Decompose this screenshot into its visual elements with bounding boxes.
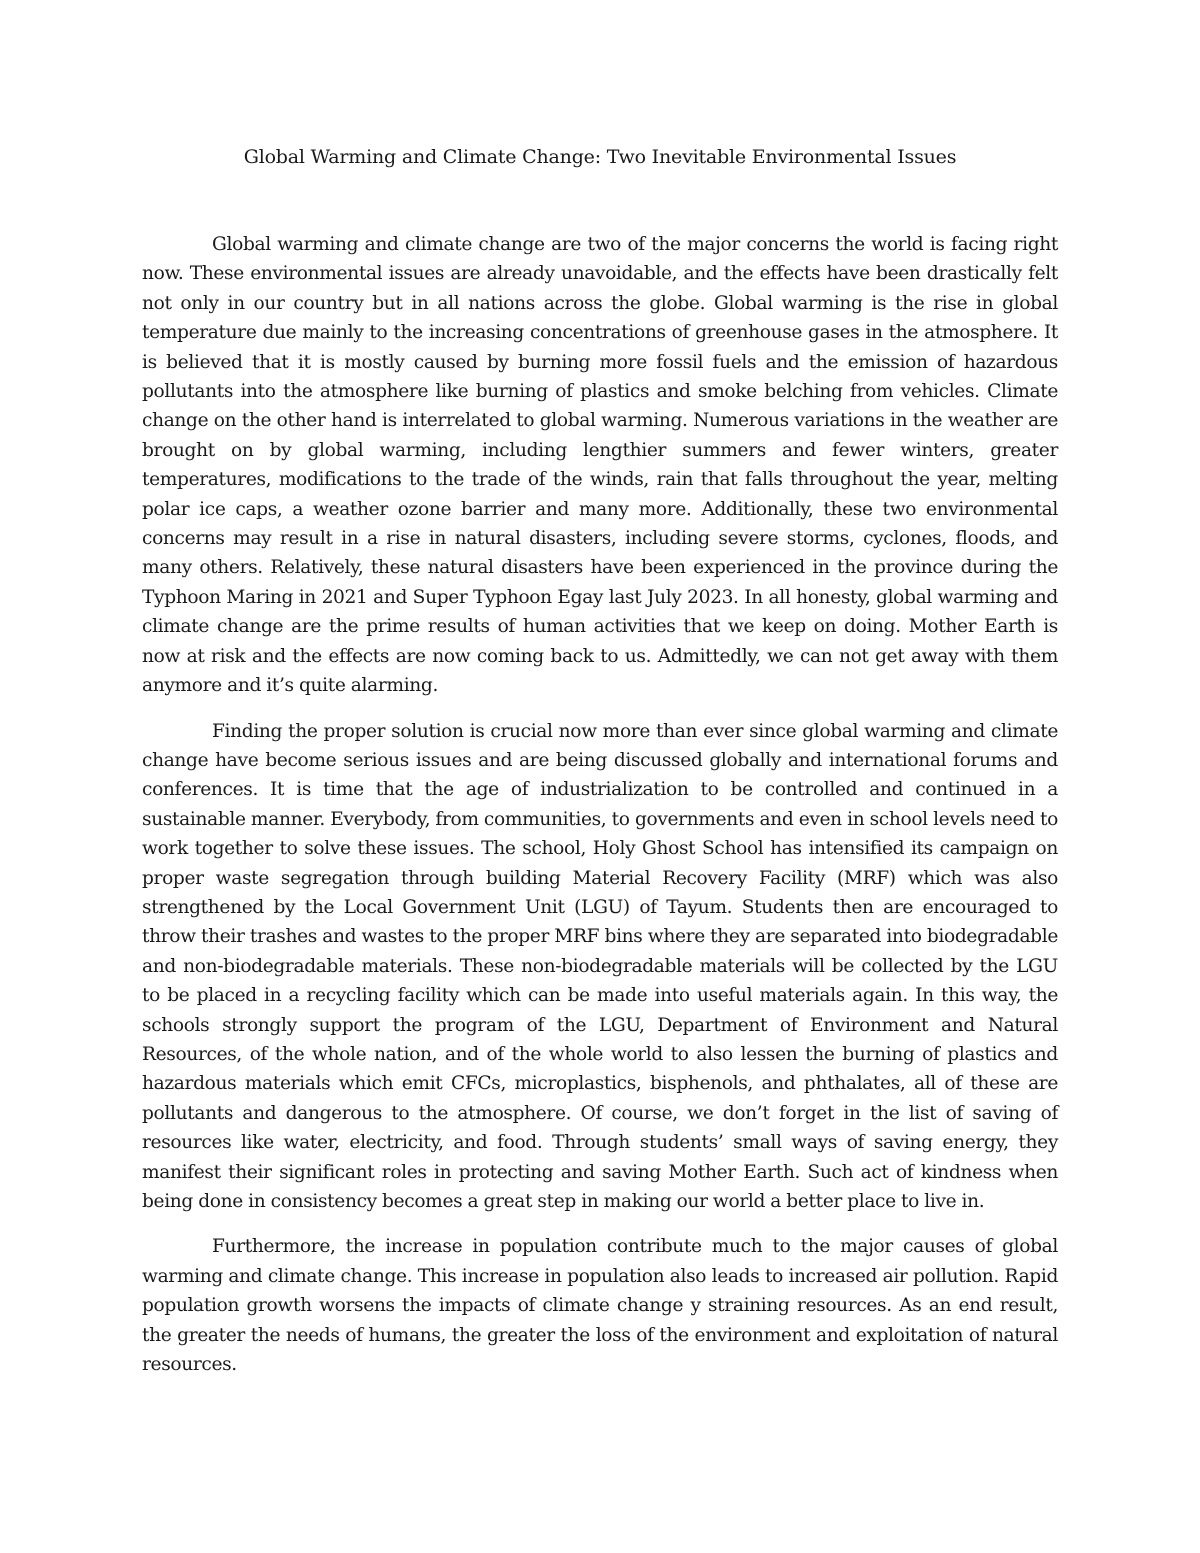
document-title: Global Warming and Climate Change: Two Inevitable Environmental Issues: [243, 146, 957, 168]
paragraph-2: Finding the proper solution is crucial now more than ever since global warming and climate change have become serious issues and are being discussed globally and international forums and conferences. It is time that the age of industrialization to be controlled and continued in a sustainable manner. Everybody, from communities, to governments and even in school levels need to work together to solve these issues. The school, Holy Ghost School has intensified its campaign on proper waste segregation through building Material Recovery Facility (MRF) which was also strengthened by the Local Government Unit (LGU) of Tayum. Students then are encouraged to throw their trashes and wastes to the proper MRF bins where they are separated into biodegradable and non-biodegradable materials. These non-biodegradable materials will be collected by the LGU to be placed in a recycling facility which can be made into useful materials again. In this way, the schools strongly support the program of the LGU, Department of Environment and Natural Resources, of the whole nation, and of the whole world to also lessen the burning of plastics and hazardous materials which emit CFCs, microplastics, bisphenols, and phthalates, all of these are pollutants and dangerous to the atmosphere. Of course, we don’t forget in the list of saving of resources like water, electricity, and food. Through students’ small ways of saving energy, they manifest their significant roles in protecting and saving Mother Earth. Such act of kindness when being done in consistency becomes a great step in making our world a better place to live in.: [142, 720, 1058, 1212]
document-body: [142, 230, 1058, 1395]
paragraph-1: Global warming and climate change are two of the major concerns the world is facing right now. These environmental issues are already unavoidable, and the effects have been drastically felt not only in our country but in all nations across the globe. Global warming is the rise in global temperature due mainly to the increasing concentrations of greenhouse gases in the atmosphere. It is believed that it is mostly caused by burning more fossil fuels and the emission of hazardous pollutants into the atmosphere like burning of plastics and smoke belching from vehicles. Climate change on the other hand is interrelated to global warming. Numerous variations in the weather are brought on by global warming, including lengthier summers and fewer winters, greater temperatures, modifications to the trade of the winds, rain that falls throughout the year, melting polar ice caps, a weather ozone barrier and many more. Additionally, these two environmental concerns may result in a rise in natural disasters, including severe storms, cyclones, floods, and many others. Relatively, these natural disasters have been experienced in the province during the Typhoon Maring in 2021 and Super Typhoon Egay last July 2023. In all honesty, global warming and climate change are the prime results of human activities that we keep on doing. Mother Earth is now at risk and the effects are now coming back to us. Admittedly, we can not get away with them anymore and it’s quite alarming.: [142, 234, 1058, 697]
paragraph-3: Furthermore, the increase in population contribute much to the major causes of global warming and climate change. This increase in population also leads to increased air pollution. Rapid population growth worsens the impacts of climate change y straining resources. As an end result, the greater the needs of humans, the greater the loss of the environment and exploitation of natural resources.: [142, 1236, 1058, 1376]
